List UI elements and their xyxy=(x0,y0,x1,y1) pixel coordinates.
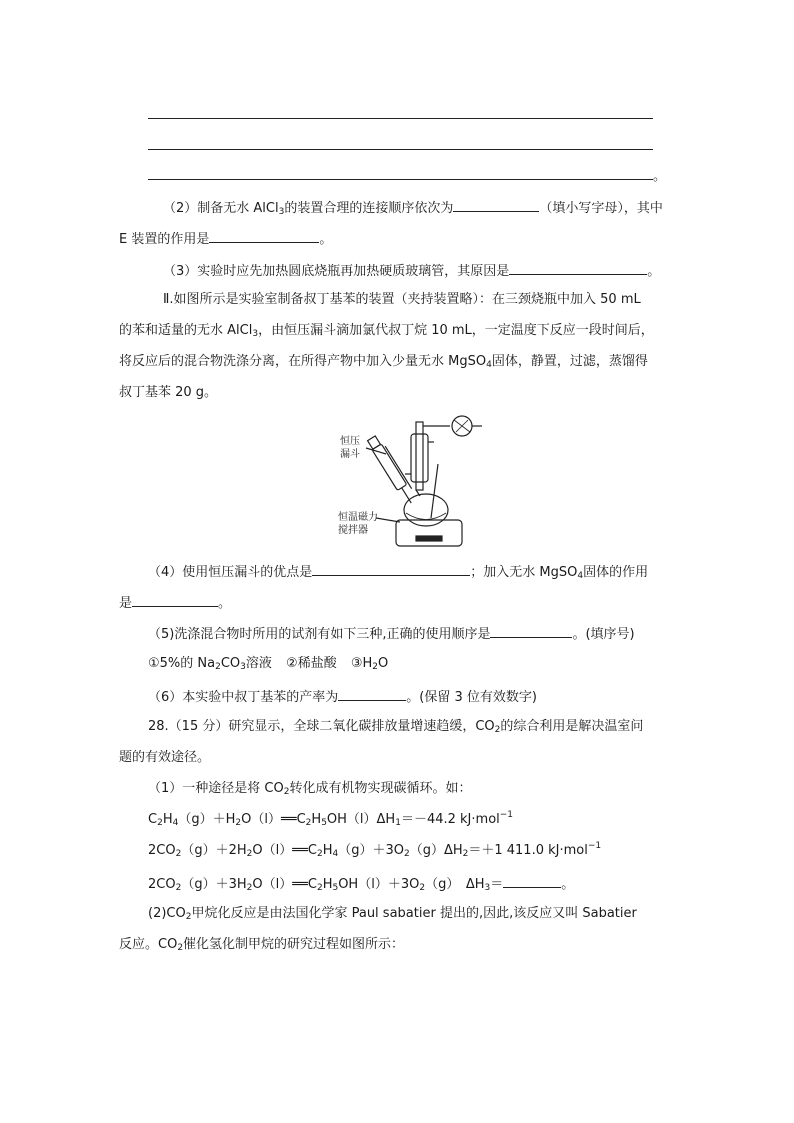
part-ii-line-4: 叔丁基苯 20 g。 xyxy=(119,385,218,400)
constant-pressure-funnel xyxy=(367,434,418,505)
condenser-jacket xyxy=(411,434,428,482)
part-ii-line-1: Ⅱ.如图所示是实验室制备叔丁基苯的装置（夹持装置略）：在三颈烧瓶中加入 50 mL xyxy=(163,292,641,307)
option-3: $③H_2O$ xyxy=(350,656,389,672)
figure-label-funnel-2: 漏斗 xyxy=(340,449,360,460)
part-ii-line-2: 的苯和适量的无水 AlCl$_3$，由恒压漏斗滴加氯代叔丁烷 10 mL，一定温度下反应一段时间后， xyxy=(119,323,654,339)
three-neck-flask xyxy=(404,494,448,526)
equation-2: $2CO_2(g)+2H_2O(l)══C_2H_4(g)+3O_2(g)\Delta H_2=+1$ 411.0 kJ·mol$^{-1}$ xyxy=(148,841,602,859)
question-28-sub-2-line-2: 反应。$CO_2$催化氢化制甲烷的研究过程如图所示： xyxy=(119,937,405,953)
apparatus-figure xyxy=(338,412,488,554)
question-28-sub-1: （1）一种途径是将 $CO_2$转化成有机物实现碳循环。如： xyxy=(148,781,472,797)
question-3: （3）实验时应先加热圆底烧瓶再加热硬质玻璃管，其原因是 。 xyxy=(163,260,660,281)
answer-blank-q5[interactable] xyxy=(490,623,572,638)
figure-label-stirrer-2: 搅拌器 xyxy=(338,525,368,536)
answer-blank-q6[interactable] xyxy=(338,686,406,701)
question-28-line-1: 28.（15 分）研究显示，全球二氧化碳排放量增速趋缓，$CO_2$的综合利用是解决温室问 xyxy=(148,719,644,735)
question-28-sub-2-line-1: $(2)CO_2$甲烷化反应是由法国化学家 Paul sabatier 提出的,因此,该反应又叫 Sabatier xyxy=(148,906,637,922)
answer-line-end-mark: 。 xyxy=(653,169,667,184)
equation-1: $C_2H_4(g)+H_2O(l)══C_2H_5OH(l)\Delta H_1=-44.2$ kJ·mol$^{-1}$ xyxy=(148,810,514,828)
answer-blank-q4-advantage[interactable] xyxy=(312,561,470,576)
condenser-tube xyxy=(416,422,423,490)
answer-blank-q4-role[interactable] xyxy=(132,592,218,607)
magnetic-stirrer xyxy=(396,520,462,546)
answer-blank-delta-h3[interactable] xyxy=(503,873,561,888)
question-5-options xyxy=(148,655,388,673)
thermometer xyxy=(431,464,438,518)
question-2-line-1: （2）制备无水 AlCl$_3$的装置合理的连接顺序依次为 （填小写字母），其中 xyxy=(163,197,663,218)
question-2-line-2: E 装置的作用是 。 xyxy=(119,228,332,249)
part-ii-line-3: 将反应后的混合物洗涤分离，在所得产物中加入少量无水 MgSO$_4$固体，静置，过滤，蒸馏得 xyxy=(119,354,648,370)
question-28-line-2: 题的有效途径。 xyxy=(119,750,211,765)
stirrer-display xyxy=(416,536,442,541)
answer-blank-q3[interactable] xyxy=(509,260,647,275)
question-4-line-1: （4）使用恒压漏斗的优点是 ；加入无水 MgSO$_4$固体的作用 xyxy=(148,561,648,582)
question-5: （5)洗涤混合物时所用的试剂有如下三种,正确的使用顺序是 。(填序号) xyxy=(148,623,635,644)
question-6: （6）本实验中叔丁基苯的产率为 。(保留 3 位有效数字) xyxy=(148,686,537,707)
answer-line-2 xyxy=(148,149,653,150)
option-2: ②稀盐酸 xyxy=(286,656,337,671)
equation-3: $2CO_2(g)+3H_2O(l)══C_2H_5OH(l)+3O_2(g)$ $\Delta H_3=$ 。 xyxy=(148,873,574,894)
answer-blank-q2-e[interactable] xyxy=(209,228,319,243)
figure-label-stirrer-1: 恒温磁力 xyxy=(338,512,378,523)
answer-line-3 xyxy=(148,179,653,180)
question-4-line-2: 是 。 xyxy=(119,592,231,613)
answer-blank-q2-order[interactable] xyxy=(453,197,539,212)
answer-line-1 xyxy=(148,118,653,119)
option-1: ①5%的 $Na_2CO_3$溶液 xyxy=(148,656,272,672)
figure-label-funnel-1: 恒压 xyxy=(340,436,360,447)
